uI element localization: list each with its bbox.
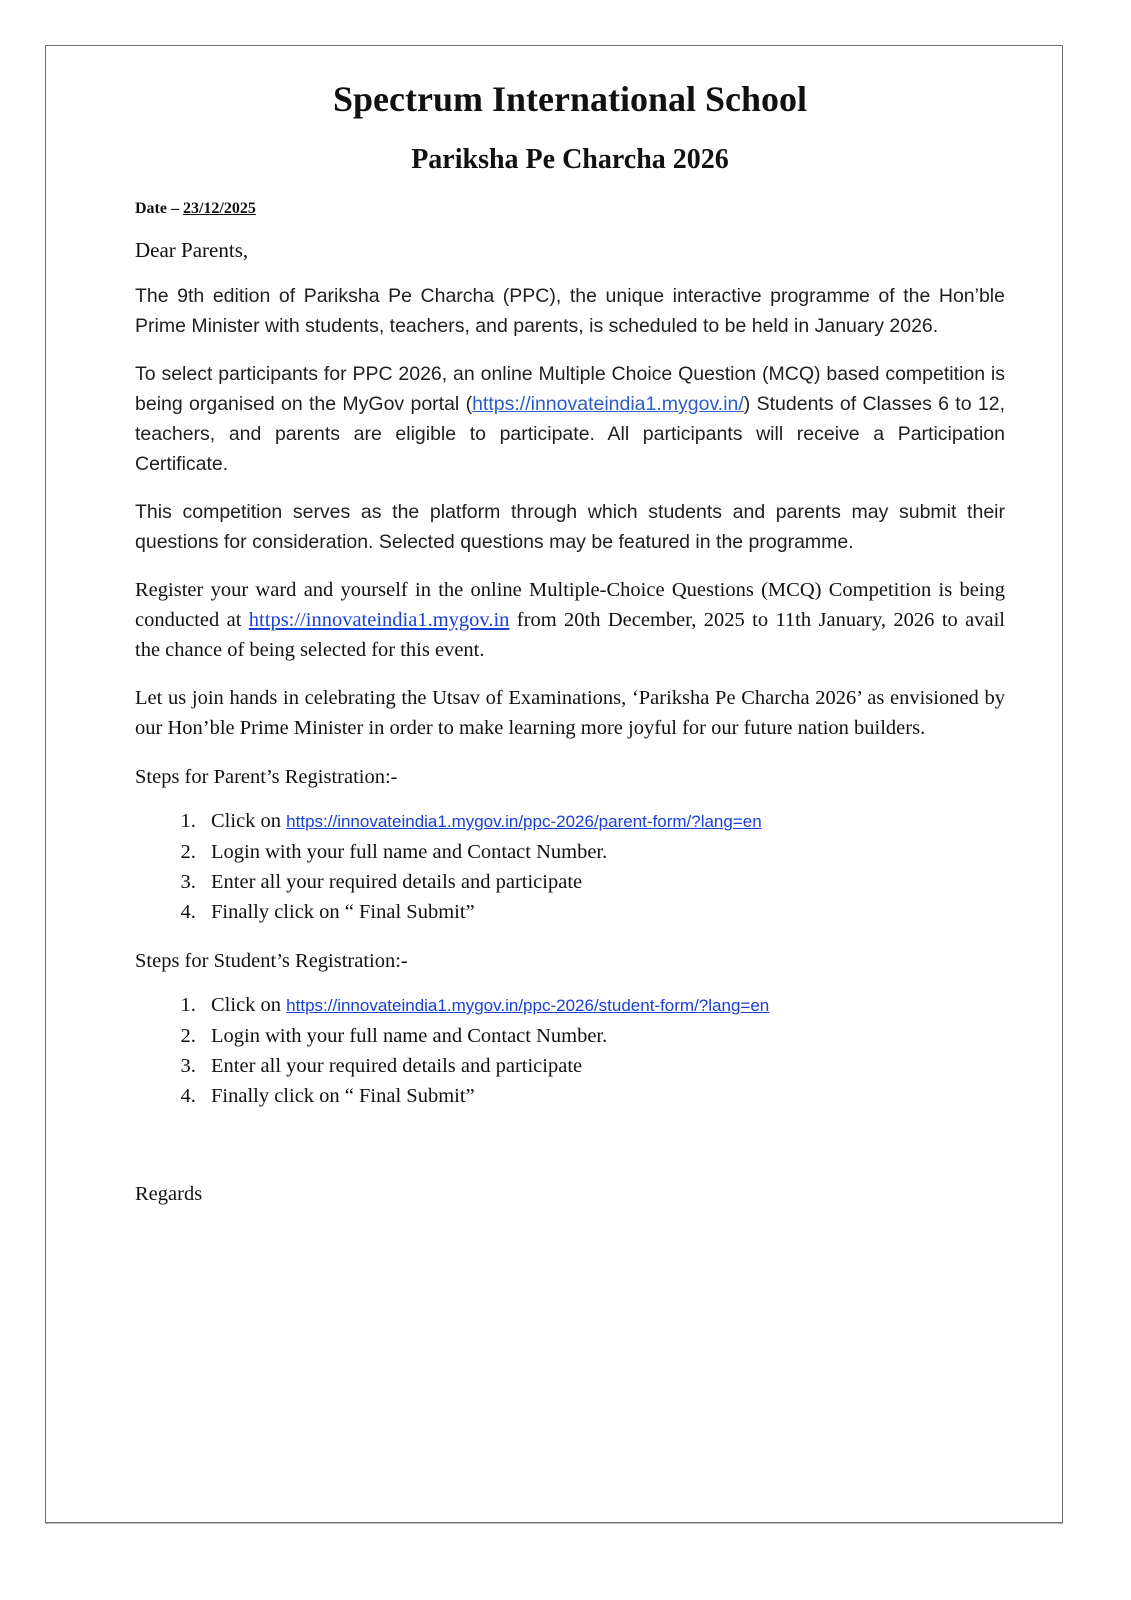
paragraph-questions: This competition serves as the platform through which students and parents may submit their questions for consideration. Selected questions may be featured in the programme. (135, 501, 1005, 553)
paragraph-register-text-2: from 20th December, 2025 to 11th January, 2026 to avail the chance of being selected for this event. (135, 609, 1005, 661)
student-step-3: 3. Enter all your required details and participate (201, 1051, 1005, 1081)
date-line (135, 200, 1005, 218)
student-form-link[interactable]: https://innovateindia1.mygov.in/ppc-2026/student-form/?lang=en (286, 996, 770, 1015)
paragraph-competition (135, 359, 1005, 479)
student-step-4: 4. Finally click on “ Final Submit” (201, 1081, 1005, 1111)
innovateindia-link[interactable]: https://innovateindia1.mygov.in (248, 609, 510, 631)
parent-step-1-prefix: Click on (211, 810, 287, 832)
mygov-portal-link[interactable]: https://innovateindia1.mygov.in/ (472, 393, 744, 415)
salutation: Dear Parents, (135, 238, 249, 262)
date-label: Date – (135, 200, 183, 217)
parent-steps-list (135, 806, 1005, 927)
paragraph-intro: The 9th edition of Pariksha Pe Charcha (PPC), the unique interactive programme of the Hon’ble Prime Minister with students, teachers, and parents, is scheduled to be held in January 2026. (135, 285, 1005, 337)
parent-step-2: 2. Login with your full name and Contact Number. (201, 837, 1005, 867)
parent-step-4: 4. Finally click on “ Final Submit” (201, 897, 1005, 927)
student-steps-list (135, 990, 1005, 1111)
letter-content (135, 70, 1005, 1206)
parent-step-3: 3. Enter all your required details and participate (201, 867, 1005, 897)
student-steps-heading: Steps for Student’s Registration:- (135, 950, 408, 972)
parent-step-1 (201, 806, 1005, 837)
paragraph-competition-text-2: ) Students of Classes 6 to 12, teachers, and parents are eligible to participate. All participants will receive a Participation Certificate. (135, 393, 1005, 475)
paragraph-utsav: Let us join hands in celebrating the Utsav of Examinations, ‘Pariksha Pe Charcha 2026’ as envisioned by our Hon’ble Prime Minister in order to make learning more joyful for our future nation builders. (135, 687, 1005, 739)
paragraph-competition-text-1: To select participants for PPC 2026, an online Multiple Choice Question (MCQ) based competition is being organised on the MyGov portal ( (135, 363, 1005, 415)
closing-regards: Regards (135, 1183, 203, 1205)
parent-form-link[interactable]: https://innovateindia1.mygov.in/ppc-2026/parent-form/?lang=en (286, 812, 762, 831)
event-title-heading: Pariksha Pe Charcha 2026 (411, 144, 729, 175)
paragraph-register (135, 575, 1005, 665)
student-step-1 (201, 990, 1005, 1021)
paragraph-register-text-1: Register your ward and yourself in the online Multiple-Choice Questions (MCQ) Competition is being conducted at (135, 579, 1005, 631)
parent-steps-heading: Steps for Parent’s Registration:- (135, 766, 398, 788)
date-value: 23/12/2025 (182, 200, 256, 217)
student-step-2: 2. Login with your full name and Contact Number. (201, 1021, 1005, 1051)
school-name-heading: Spectrum International School (332, 79, 807, 119)
student-step-1-prefix: Click on (211, 994, 287, 1016)
